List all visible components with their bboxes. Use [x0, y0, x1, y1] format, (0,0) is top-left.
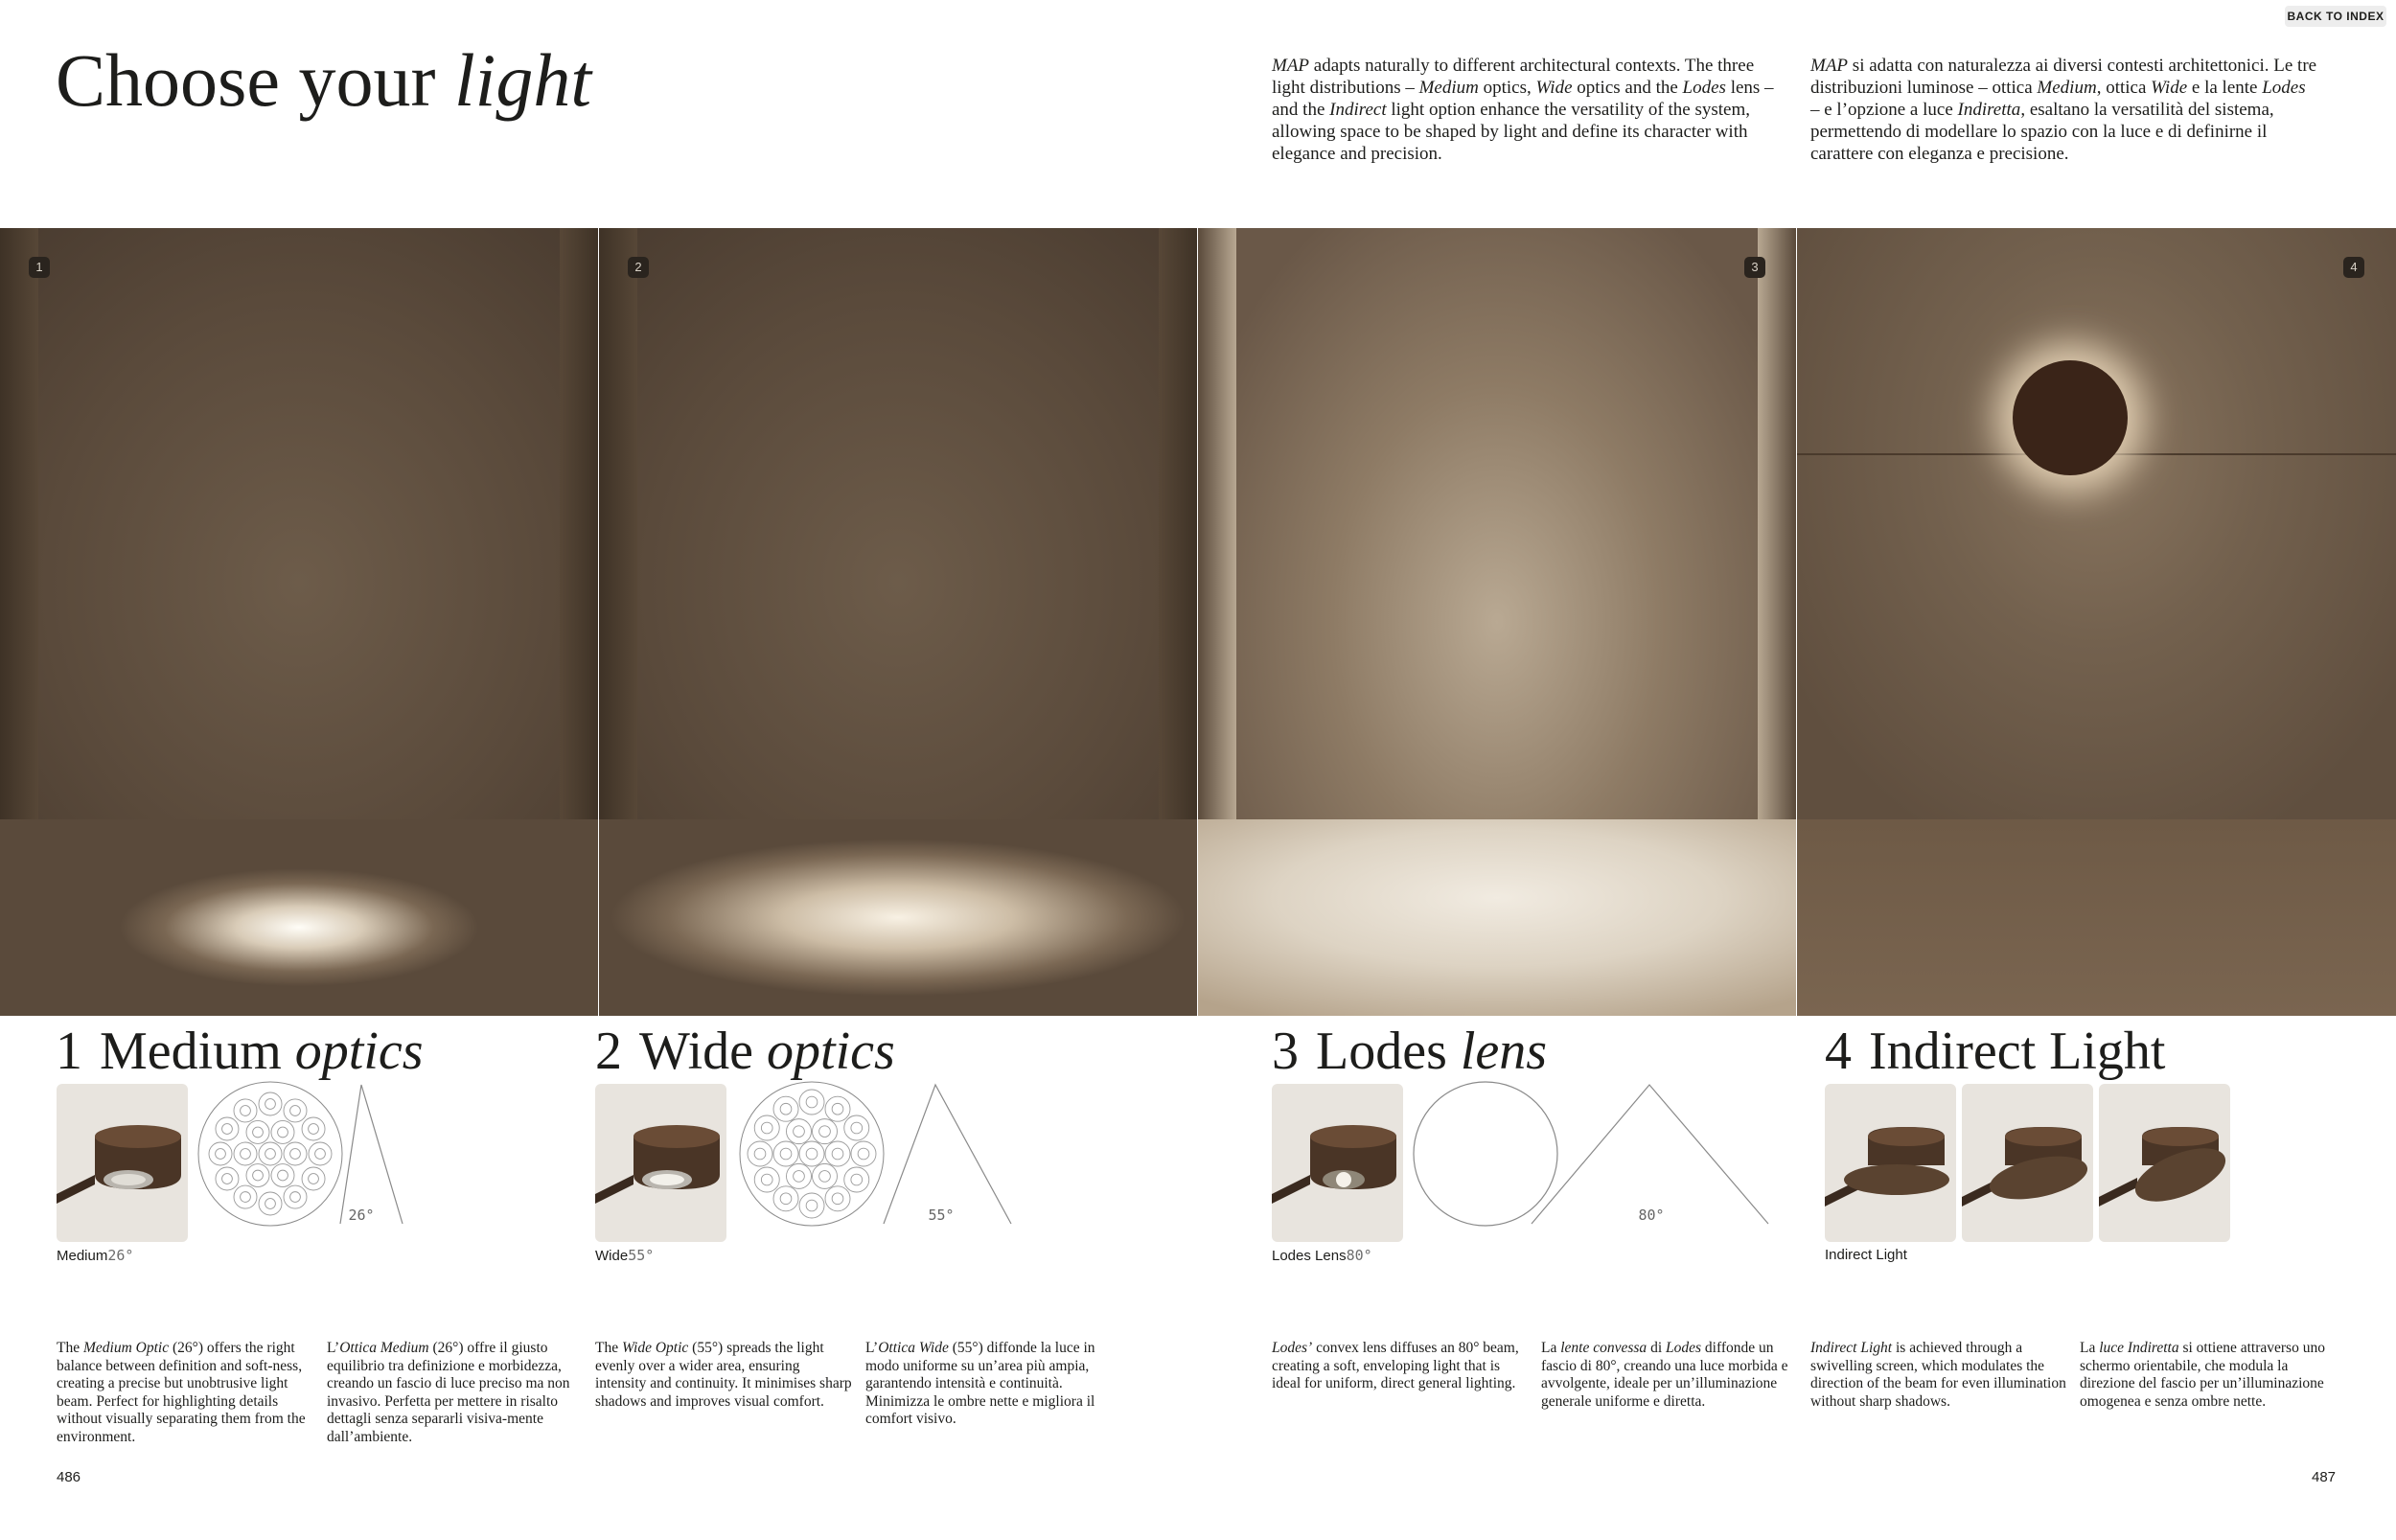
lens-cell-inner: [806, 1096, 818, 1108]
page-number-left: 486: [57, 1469, 81, 1485]
angle-label: 80°: [1638, 1207, 1665, 1224]
body-medium-en: The Medium Optic (26°) offers the right balance between definition and soft-ness, creating a precise but unobtrusive light beam. Perfect for highlighting details without visually separating them from the environment.: [57, 1340, 306, 1445]
caption-wide: Wide55°: [595, 1247, 655, 1264]
lens-cell-inner: [253, 1170, 264, 1181]
lens-cell-inner: [819, 1171, 831, 1183]
lens-cell: [773, 1186, 798, 1211]
lens-cell: [284, 1142, 307, 1165]
lens-cell-inner: [832, 1193, 843, 1205]
photo-panel-lodes: [1198, 228, 1796, 1016]
lens-cell-inner: [832, 1103, 843, 1115]
lens-cell: [825, 1141, 850, 1166]
lens-cell: [234, 1142, 257, 1165]
body-medium-it: L’Ottica Medium (26°) offre il giusto equilibrio tra definizione e morbidezza, creando un fascio di luce preciso ma non invasivo. Perfetta per mettere in risalto dettagli senza separarli visiva-mente dall’ambiente.: [327, 1340, 570, 1445]
lens-cell-inner: [278, 1127, 288, 1138]
lens-cell-inner: [761, 1122, 772, 1134]
lens-cell-inner: [290, 1106, 301, 1116]
page-title: [56, 38, 591, 122]
lens-cell: [799, 1141, 824, 1166]
product-thumb-lodes: [1272, 1084, 1403, 1242]
lens-cell: [259, 1142, 282, 1165]
lens-cell-inner: [216, 1149, 226, 1160]
lens-cell: [309, 1142, 332, 1165]
intro-italian: MAP si adatta con naturalezza ai diversi contesti architettonici. Le tre distribuzioni luminose – ottica Medium, ottica Wide e la lente Lodes – e l’opzione a luce Indiretta, esaltano la versatilità del sistema, permettendo di modellare lo spazio con la luce e di definirne il carattere con eleganza e precisione.: [1810, 56, 2317, 164]
page-number-right: 487: [2312, 1469, 2337, 1485]
lens-cell: [787, 1119, 812, 1144]
lens-cell-inner: [309, 1124, 319, 1135]
wide-optic-diagram: [738, 1080, 1025, 1229]
lens-cell-inner: [851, 1174, 863, 1185]
lens-cell-inner: [806, 1148, 818, 1160]
lens-cell: [799, 1193, 824, 1218]
lens-cell: [302, 1167, 325, 1190]
photo-panel-wide: [599, 228, 1197, 1016]
panel-badge: 2: [628, 257, 649, 278]
lens-cell-inner: [241, 1192, 251, 1203]
lens-cell: [799, 1090, 824, 1115]
lens-cell-inner: [290, 1149, 301, 1160]
body-lodes-it: La lente convessa di Lodes diffonde un fascio di 80°, creando una luce morbida e avvolgente, ideale per un’illuminazione generale uniforme e diretta.: [1541, 1340, 1788, 1410]
body-indirect-en: Indirect Light is achieved through a swivelling screen, which modulates the direction of the beam for even illumination without sharp shadows.: [1810, 1340, 2066, 1410]
lens-cell-inner: [780, 1103, 792, 1115]
lens-cell-inner: [241, 1149, 251, 1160]
lens-cell: [813, 1163, 838, 1188]
product-thumb-indirect-3: [2099, 1084, 2230, 1242]
lens-cell: [754, 1167, 779, 1192]
lens-cell: [246, 1164, 269, 1187]
lens-cell: [216, 1117, 239, 1140]
lens-cell-inner: [761, 1174, 772, 1185]
lens-cell-inner: [794, 1126, 805, 1138]
lens-cell: [216, 1167, 239, 1190]
lens-cell: [271, 1120, 294, 1143]
lens-cell-inner: [819, 1126, 831, 1138]
title-plain: Choose your: [56, 38, 454, 122]
lens-cell-inner: [315, 1149, 326, 1160]
lens-cell-inner: [832, 1148, 843, 1160]
lens-cell: [844, 1115, 869, 1140]
lens-cell-inner: [265, 1199, 276, 1209]
lens-cell: [813, 1119, 838, 1144]
lens-cell: [209, 1142, 232, 1165]
lens-cell-inner: [278, 1170, 288, 1181]
panel-badge: 4: [2343, 257, 2364, 278]
lens-cell-inner: [780, 1148, 792, 1160]
body-lodes-en: Lodes’ convex lens diffuses an 80° beam, creating a soft, enveloping light that is ideal for uniform, direct general lighting.: [1272, 1340, 1519, 1391]
lens-cell: [825, 1186, 850, 1211]
body-indirect-it: La luce Indiretta si ottiene attraverso uno schermo orientabile, che modula la direzione del fascio per un’illuminazione omogenea e senza ombre nette.: [2080, 1340, 2325, 1410]
body-wide-en: The Wide Optic (55°) spreads the light evenly over a wider area, ensuring intensity and continuity. It minimises sharp shadows and improves visual comfort.: [595, 1340, 852, 1410]
lens-cell-inner: [265, 1149, 276, 1160]
body-wide-it: L’Ottica Wide (55°) diffonde la luce in modo uniforme su un’area più ampia, garantendo intensità e continuità. Minimizza le ombre nette e migliora il comfort visivo.: [865, 1340, 1095, 1427]
lens-cell: [754, 1115, 779, 1140]
lodes-lens-diagram: [1412, 1080, 1771, 1229]
lens-cell: [271, 1164, 294, 1187]
intro-english: MAP adapts naturally to different architectural contexts. The three light distributions – Medium optics, Wide optics and the Lodes lens – and the Indirect light option enhance the versatility of the system, allowing space to be shaped by light and define its character with elegance and precision.: [1272, 56, 1774, 164]
lens-cell: [748, 1141, 772, 1166]
photo-panel-indirect: [1797, 228, 2396, 1016]
section-heading-wide: 2 Wide optics: [595, 1022, 895, 1081]
panel-badge: 3: [1744, 257, 1765, 278]
caption-lodes: Lodes Lens80°: [1272, 1247, 1372, 1264]
product-thumb-indirect-1: [1825, 1084, 1956, 1242]
lens-cell: [259, 1192, 282, 1215]
lens-cell-inner: [794, 1171, 805, 1183]
lens-cell-inner: [222, 1124, 233, 1135]
section-heading-medium: 1 Medium optics: [56, 1022, 424, 1081]
lens-cell: [773, 1141, 798, 1166]
lens-cell: [302, 1117, 325, 1140]
lens-cell-inner: [806, 1200, 818, 1211]
caption-indirect: Indirect Light: [1825, 1247, 1907, 1263]
lens-cell-inner: [851, 1122, 863, 1134]
lens-cell-inner: [290, 1192, 301, 1203]
lens-cell-inner: [222, 1174, 233, 1184]
medium-optic-diagram: [196, 1080, 417, 1229]
angle-label: 26°: [348, 1207, 375, 1224]
section-heading-indirect: 4 Indirect Light: [1825, 1022, 2166, 1081]
lens-cell: [844, 1167, 869, 1192]
lens-cell-inner: [780, 1193, 792, 1205]
lens-cell: [825, 1096, 850, 1121]
lens-cell: [259, 1092, 282, 1115]
back-to-index-button[interactable]: BACK TO INDEX: [2285, 6, 2386, 27]
lens-cell: [284, 1185, 307, 1208]
lens-cell: [246, 1120, 269, 1143]
lens-cell-inner: [309, 1174, 319, 1184]
title-italic: light: [453, 38, 591, 122]
lens-cell: [851, 1141, 876, 1166]
photo-panel-medium: [0, 228, 598, 1016]
lens-cell: [284, 1099, 307, 1122]
lens-cell: [234, 1099, 257, 1122]
lens-cell: [773, 1096, 798, 1121]
product-thumb-medium: [57, 1084, 188, 1242]
lens-cell-inner: [265, 1099, 276, 1110]
lens-cell-inner: [241, 1106, 251, 1116]
lens-cell-inner: [253, 1127, 264, 1138]
product-thumb-indirect-2: [1962, 1084, 2093, 1242]
angle-label: 55°: [928, 1207, 955, 1224]
caption-medium: Medium26°: [57, 1247, 134, 1264]
panel-badge: 1: [29, 257, 50, 278]
lens-cell: [234, 1185, 257, 1208]
lens-cell-inner: [754, 1148, 766, 1160]
product-thumb-wide: [595, 1084, 726, 1242]
lens-cell: [787, 1163, 812, 1188]
lens-cell-inner: [858, 1148, 869, 1160]
section-heading-lodes: 3 Lodes lens: [1272, 1022, 1548, 1081]
